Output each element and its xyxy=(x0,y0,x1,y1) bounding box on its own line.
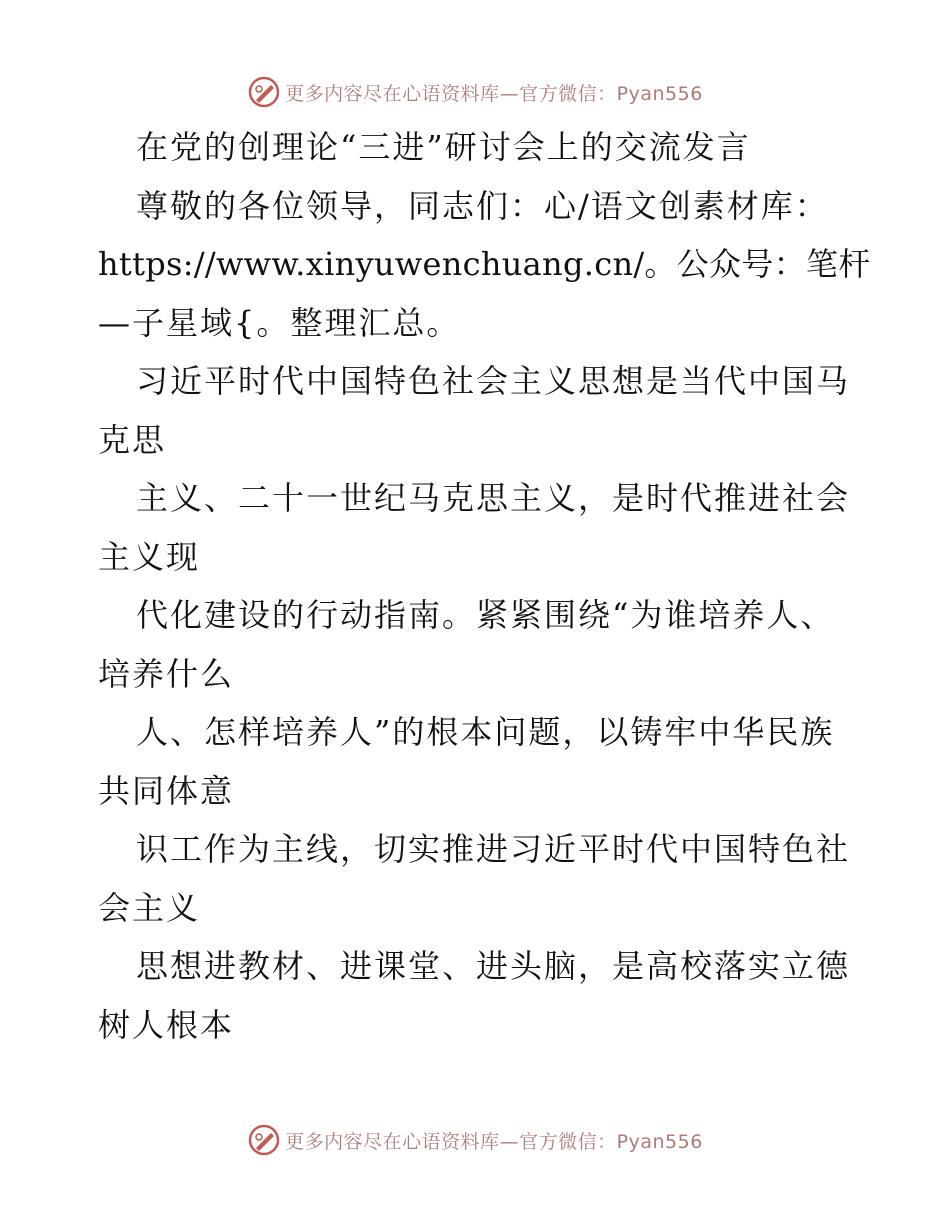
document-body xyxy=(98,118,871,1054)
text-line: 树人根本 xyxy=(98,1005,235,1044)
text-line: 人、怎样培养人”的根本问题，以铸牢中华民族 xyxy=(136,713,835,751)
text-line: 共同体意 xyxy=(98,771,235,810)
pen-logo-icon xyxy=(247,75,281,109)
footer-watermark-banner xyxy=(0,1120,950,1160)
text-line: 识工作为主线，切实推进习近平时代中国特色社 xyxy=(136,830,851,868)
text-line: 主义、二十一世纪马克思主义，是时代推进社会 xyxy=(136,479,851,517)
text-line: 克思 xyxy=(98,420,167,459)
salutation-line: 尊敬的各位领导，同志们：心/语文创素材库： xyxy=(136,186,829,225)
text-line: 代化建设的行动指南。紧紧围绕“为谁培养人、 xyxy=(136,596,835,634)
text-line: 习近平时代中国特色社会主义思想是当代中国马 xyxy=(136,362,851,400)
text-line: 思想进教材、进课堂、进头脑，是高校落实立德 xyxy=(136,947,851,985)
pen-logo-icon xyxy=(247,1123,281,1157)
text-line: https://www.xinyuwenchuang.cn/。公众号：笔杆 xyxy=(98,245,871,283)
document-title: 在党的创理论“三进”研讨会上的交流发言 xyxy=(136,128,751,166)
header-watermark-text: 更多内容尽在心语资料库—官方微信：Pyan556 xyxy=(285,82,703,105)
header-watermark-banner xyxy=(0,72,950,112)
text-line: —子星域{。整理汇总。 xyxy=(98,303,461,342)
footer-watermark-text: 更多内容尽在心语资料库—官方微信：Pyan556 xyxy=(285,1130,703,1153)
text-line: 会主义 xyxy=(98,888,201,927)
text-line: 主义现 xyxy=(98,537,201,576)
text-line: 培养什么 xyxy=(98,654,235,693)
